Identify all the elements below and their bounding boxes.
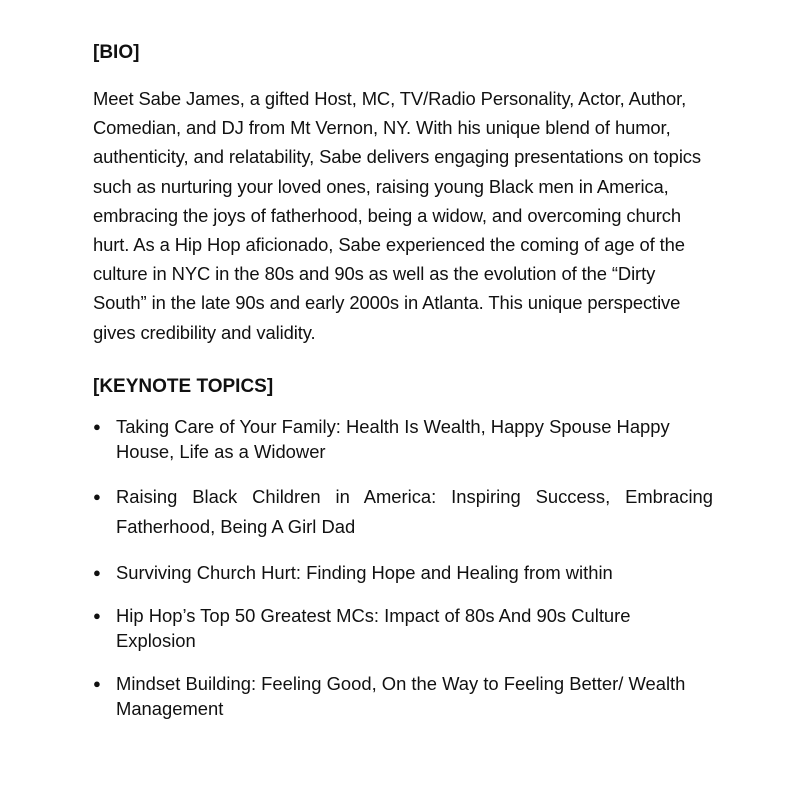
bullet-icon: ● xyxy=(93,607,101,623)
document-page xyxy=(93,40,713,739)
list-item xyxy=(93,414,713,464)
list-item xyxy=(93,603,713,653)
topic-text: Taking Care of Your Family: Health Is Wealth, Happy Spouse Happy House, Life as a Widower xyxy=(116,415,670,462)
keynote-topics-heading: [KEYNOTE TOPICS] xyxy=(93,375,274,397)
bullet-icon: ● xyxy=(93,675,101,691)
bio-paragraph: Meet Sabe James, a gifted Host, MC, TV/Radio Personality, Actor, Author, Comedian, and DJ from Mt Vernon, NY. With his unique blend of humor, authenticity, and relatability, Sabe delivers engaging presentations on topics such as nurturing your loved ones, raising young Black men in America, embracing the joys of fatherhood, being a widow, and overcoming church hurt. As a Hip Hop aficionado, Sabe experienced the coming of age of the culture in NYC in the 80s and 90s as well as the evolution of the “Dirty South” in the late 90s and early 2000s in Atlanta. This unique perspective gives credibility and validity. xyxy=(93,88,701,343)
list-item xyxy=(93,482,713,542)
bullet-icon: ● xyxy=(93,418,101,434)
list-item xyxy=(93,671,713,721)
topic-text: Hip Hop’s Top 50 Greatest MCs: Impact of 80s And 90s Culture Explosion xyxy=(116,604,631,651)
keynote-topics-list xyxy=(93,414,713,721)
bullet-icon: ● xyxy=(93,564,101,580)
topic-text: Raising Black Children in America: Inspiring Success, Embracing Fatherhood, Being A Girl Dad xyxy=(116,485,713,537)
bullet-icon: ● xyxy=(93,488,101,504)
topic-text: Mindset Building: Feeling Good, On the Way to Feeling Better/ Wealth Management xyxy=(116,672,686,719)
bio-heading: [BIO] xyxy=(93,42,140,63)
list-item xyxy=(93,560,713,585)
topic-text: Surviving Church Hurt: Finding Hope and Healing from within xyxy=(116,561,613,583)
